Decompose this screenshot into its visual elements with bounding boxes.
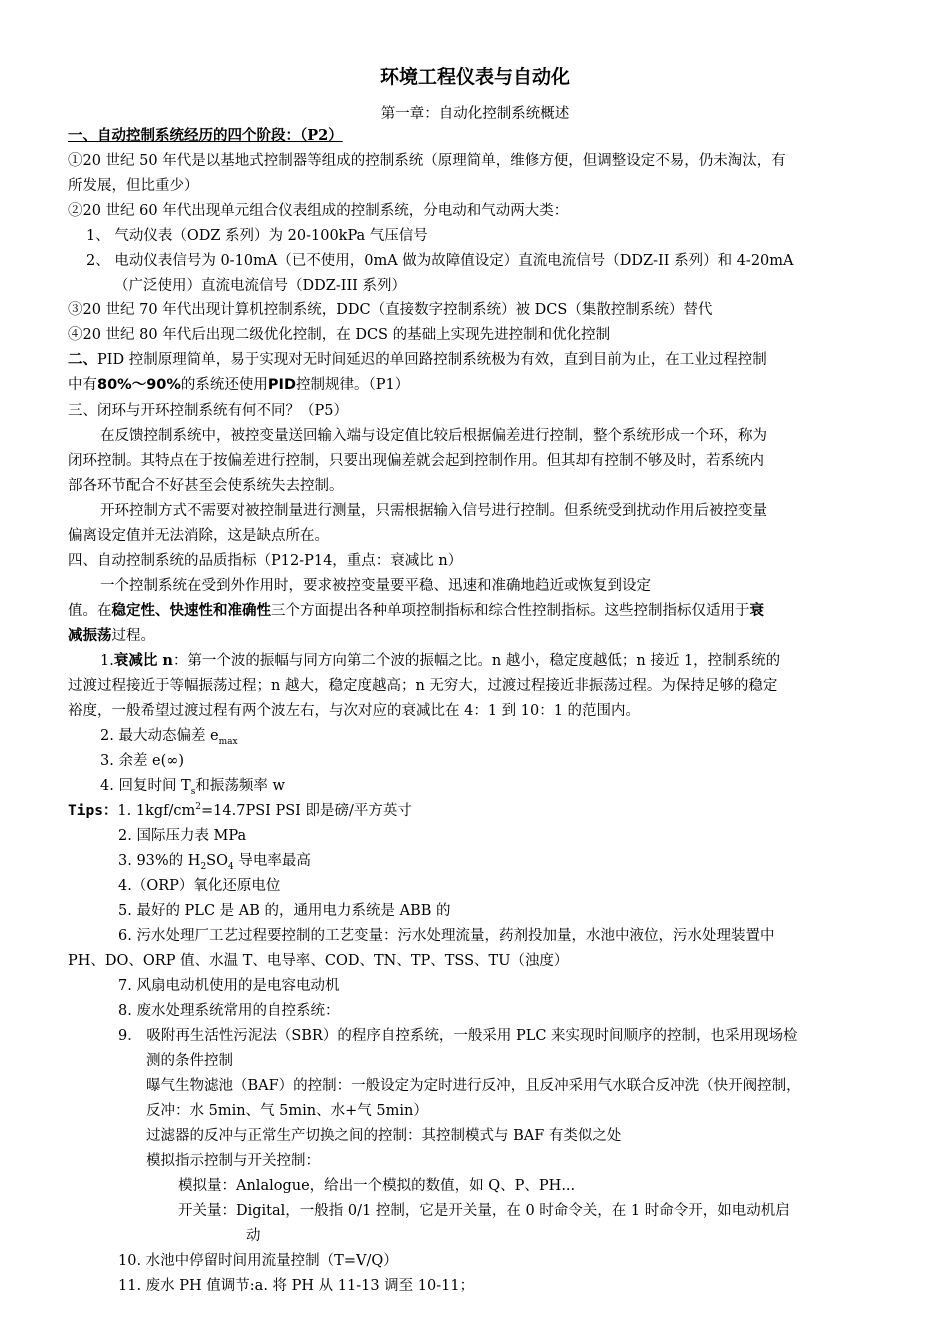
- s3-p1-line-2: 闭环控制。其特点在于按偏差进行控制，只要出现偏差就会起到控制作用。但其却有控制不够及时，若系统内: [68, 453, 764, 469]
- section-4-heading: 四、自动控制系统的品质指标（P12-P14，重点：衰减比 n）: [68, 553, 463, 569]
- tip-9-line-1: 9． 吸附再生活性污泥法（SBR）的程序自控系统，一般采用 PLC 来实现时间顺序的控制，也采用现场检: [118, 1028, 798, 1044]
- s2-line-1: [68, 348, 767, 372]
- s1-item-1-line-1: ①20 世纪 50 年代是以基地式控制器等组成的控制系统（原理简单，维修方便，但调整设定不易，仍未淘汰，有: [68, 153, 786, 169]
- s1-item-1-line-2: 所发展，但比重少）: [68, 178, 199, 194]
- tips-label: Tips：: [68, 803, 118, 819]
- tip-9-line-3: 曝气生物滤池（BAF）的控制：一般设定为定时进行反冲，且反冲采用气水联合反冲洗（快开阀控制，: [146, 1078, 801, 1094]
- s4-item-4-subscript: s: [190, 786, 196, 797]
- s3-p2-line-2: 偏离设定值并无法消除，这是缺点所在。: [68, 528, 329, 544]
- s4-item-1-term: 衰减比 n: [113, 652, 173, 669]
- tip-9-line-6: 模拟指示控制与开关控制：: [146, 1153, 320, 1169]
- s2-text-2b: 的系统还使用: [180, 377, 268, 393]
- tip-2: 2. 国际压力表 MPa: [118, 828, 247, 844]
- tip-3-sub-2: 4: [228, 861, 234, 872]
- s3-p1-line-3: 部各环节配合不好甚至会使系统失去控制。: [68, 478, 344, 494]
- chapter-heading: 第一章：自动化控制系统概述: [380, 106, 570, 122]
- s2-text-2a: 中有: [68, 377, 97, 393]
- s4-text-a: 值。在: [68, 603, 112, 619]
- s4-text-b: 三个方面提出各种单项控制指标和综合性控制指标。这些控制指标仅适用于: [271, 603, 750, 619]
- s4-item-4-text: 4. 回复时间 T: [100, 778, 191, 794]
- s4-item-1-line-3: 裕度，一般希望过渡过程有两个波左右，与次对应的衰减比在 4：1 到 10：1 的范围内。: [68, 703, 641, 719]
- s4-item-2: [100, 724, 238, 748]
- s2-text-1: PID 控制原理简单，易于实现对无时间延迟的单回路控制系统极为有效，直到目前为止，在工业过程控制: [97, 352, 767, 368]
- tip-3-sub-1: 2: [200, 861, 207, 872]
- s4-item-2-text: 2. 最大动态偏差 e: [100, 728, 219, 744]
- tip-9-line-2: 测的条件控制: [146, 1053, 233, 1069]
- tip-9-digital-line-1: 开关量：Digital，一般指 0/1 控制，它是开关量，在 0 时命令关，在 1 时命令开，如电动机启: [178, 1203, 790, 1219]
- tip-1-text: 1. 1kgf/cm: [117, 803, 196, 819]
- s4-item-3: 3. 余差 e(∞): [100, 753, 185, 769]
- section-1-heading: 一、自动控制系统经历的四个阶段：（P2）: [68, 127, 343, 144]
- tip-9-digital-line-2: 动: [246, 1228, 261, 1244]
- section-3-heading: 三、闭环与开环控制系统有何不同？（P5）: [68, 403, 348, 419]
- tip-3-text: 3. 93%的 H: [118, 853, 201, 869]
- tip-3-mid: SO: [206, 853, 228, 869]
- tips-line-1: [68, 799, 412, 823]
- s1-item-4: ④20 世纪 80 年代后出现二级优化控制，在 DCS 的基础上实现先进控制和优化控制: [68, 327, 611, 343]
- s3-p2-line-1: 开环控制方式不需要对被控制量进行测量，只需根据输入信号进行控制。但系统受到扰动作用后被控变量: [100, 503, 767, 519]
- tip-5: 5. 最好的 PLC 是 AB 的，通用电力系统是 ABB 的: [118, 903, 451, 919]
- s2-prefix: 二、: [68, 351, 97, 368]
- s4-p1-line-3: [68, 624, 155, 648]
- s1-item-2-sub-2-line-2: （广泛使用）直流电流信号（DDZ-III 系列）: [114, 278, 407, 294]
- tip-10: 10. 水池中停留时间用流量控制（T=V/Q）: [118, 1253, 398, 1269]
- s4-item-1-text: ：第一个波的振幅与同方向第二个波的振幅之比。n 越小，稳定度越低；n 接近 1，控制系统的: [172, 653, 781, 669]
- tip-11: 11. 废水 PH 值调节:a. 将 PH 从 11-13 调至 10-11；: [118, 1278, 475, 1294]
- tip-6-line-1: 6. 污水处理厂工艺过程要控制的工艺变量：污水处理流量，药剂投加量，水池中液位，污水处理装置中: [118, 928, 775, 944]
- s4-p1-line-2: [68, 599, 764, 623]
- s4-item-2-subscript: max: [218, 736, 238, 747]
- s4-item-1-line-1: [100, 649, 780, 673]
- s1-item-2-sub-1: 1、 气动仪表（ODZ 系列）为 20-100kPa 气压信号: [86, 228, 428, 244]
- tip-9-analog: 模拟量：Anlalogue，给出一个模拟的数值，如 Q、P、PH...: [178, 1178, 576, 1194]
- tip-4: 4.（ORP）氧化还原电位: [118, 878, 281, 894]
- s3-p1-line-1: 在反馈控制系统中，被控变量送回输入端与设定值比较后根据偏差进行控制，整个系统形成一个环，称为: [100, 428, 767, 444]
- s4-bold-damped: 减振荡: [68, 627, 112, 644]
- s4-bold-qualities: 稳定性、快速性和准确性: [111, 602, 271, 619]
- tip-3-text-b: 导电率最高: [233, 853, 311, 869]
- tip-7: 7. 风扇电动机使用的是电容电动机: [118, 978, 340, 994]
- document-title: 环境工程仪表与自动化: [379, 66, 570, 88]
- tip-3: [118, 849, 311, 873]
- tip-1-superscript: 2: [195, 802, 202, 813]
- s4-item-1-number: 1.: [100, 653, 114, 669]
- s2-line-2: [68, 373, 409, 397]
- tip-6-line-2: PH、DO、ORP 值、水温 T、电导率、COD、TN、TP、TSS、TU（浊度）: [68, 953, 569, 969]
- tip-1-text-b: =14.7PSI PSI 即是磅/平方英寸: [201, 803, 412, 819]
- s4-item-4-text-b: 和振荡频率 w: [195, 778, 285, 794]
- s4-p1-line-1: 一个控制系统在受到外作用时，要求被控变量要平稳、迅速和准确地趋近或恢复到设定: [100, 578, 651, 594]
- s4-text-c: 过程。: [111, 628, 155, 644]
- s4-item-1-line-2: 过渡过程接近于等幅振荡过程；n 越大，稳定度越高；n 无穷大，过渡过程接近非振荡过程。为保持足够的稳定: [68, 678, 778, 694]
- s1-item-2-sub-2-line-1: 2、 电动仪表信号为 0-10mA（已不使用，0mA 做为故障值设定）直流电流信号（DDZ-II 系列）和 4-20mA: [86, 253, 794, 269]
- s2-text-2c: 控制规律。（P1）: [295, 377, 410, 393]
- tip-9-line-5: 过滤器的反冲与正常生产切换之间的控制：其控制模式与 BAF 有类似之处: [146, 1128, 622, 1144]
- s2-percent: 80%～90%: [97, 377, 181, 393]
- s2-pid: PID: [267, 377, 296, 393]
- s1-item-3: ③20 世纪 70 年代出现计算机控制系统，DDC（直接数字控制系统）被 DCS（集散控制系统）替代: [68, 302, 713, 318]
- tip-8: 8. 废水处理系统常用的自控系统：: [118, 1003, 340, 1019]
- tip-9-line-4: 反冲：水 5min、气 5min、水+气 5min）: [146, 1103, 428, 1119]
- s4-item-4: [100, 774, 285, 798]
- s1-item-2: ②20 世纪 60 年代出现单元组合仪表组成的控制系统，分电动和气动两大类：: [68, 203, 569, 219]
- s4-bold-shuai: 衰: [749, 602, 764, 619]
